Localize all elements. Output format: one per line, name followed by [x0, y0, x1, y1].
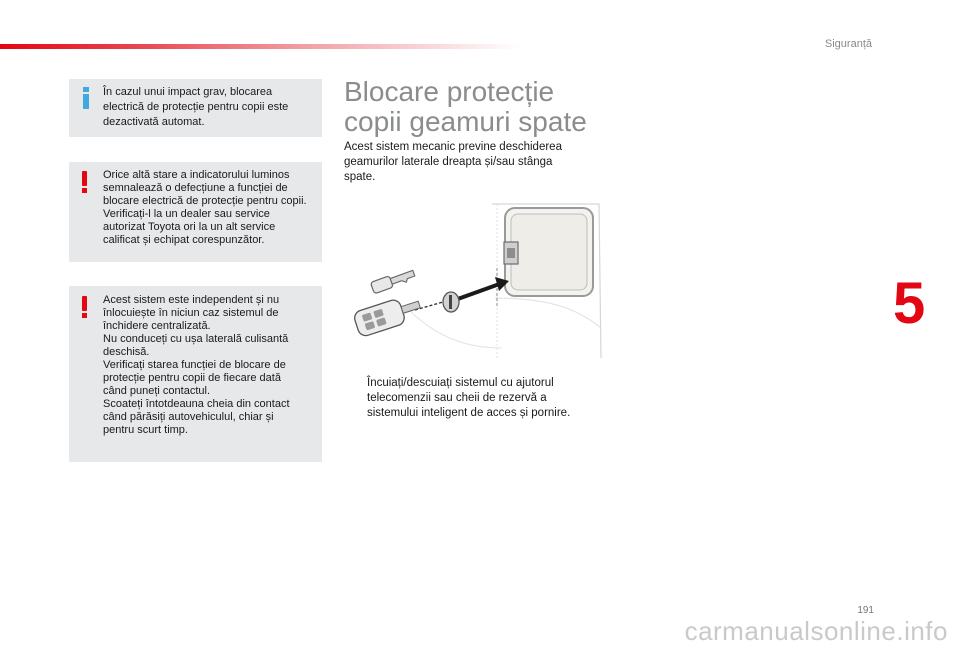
instruction-step-text: Încuiați/descuiați sistemul cu ajutorul telecomenzii sau cheii de rezervă a sistemului inteligent de acces și pornire. [367, 377, 571, 419]
page-heading: Blocare protecție copii geamuri spate [344, 76, 587, 137]
intro-paragraph: Acest sistem mecanic previne deschiderea geamurilor laterale dreapta și/sau stânga spate. [344, 141, 562, 183]
info-icon [81, 87, 91, 109]
warning-icon [81, 296, 89, 318]
header-accent-bar [0, 44, 520, 49]
warning-box [69, 162, 322, 262]
warning-box [69, 286, 322, 462]
section-title: Siguranță [824, 38, 872, 50]
watermark: carmanualsonline.info [684, 616, 948, 646]
door-lock-illustration [347, 198, 605, 366]
info-box-text: În cazul unui impact grav, blocarea electrică de protecție pentru copii este dezactivată automat. [103, 86, 289, 128]
info-box [69, 79, 322, 137]
chapter-number: 5 [893, 271, 926, 336]
warning-icon [81, 171, 89, 193]
page-number: 191 [857, 605, 874, 616]
warning-box-text: Acest sistem este independent și nu înlocuiește în niciun caz sistemul de închidere centralizată. Nu conduceți cu ușa laterală culisantă deschisă. Verificați starea funcției de blocare de protecție pentru copii de fiecare dată când puneți contactul. Scoateți întotdeauna cheia din contact când părăsiți autovehiculul, chiar și pentru scurt timp. [103, 294, 290, 436]
warning-box-text: Orice altă stare a indicatorului luminos semnalează o defecțiune a funcției de blocare electrică de protecție pentru copii. Verificați-l la un dealer sau service autorizat Toyota ori la un alt service calificat și echipat corespunzător. [103, 169, 307, 246]
